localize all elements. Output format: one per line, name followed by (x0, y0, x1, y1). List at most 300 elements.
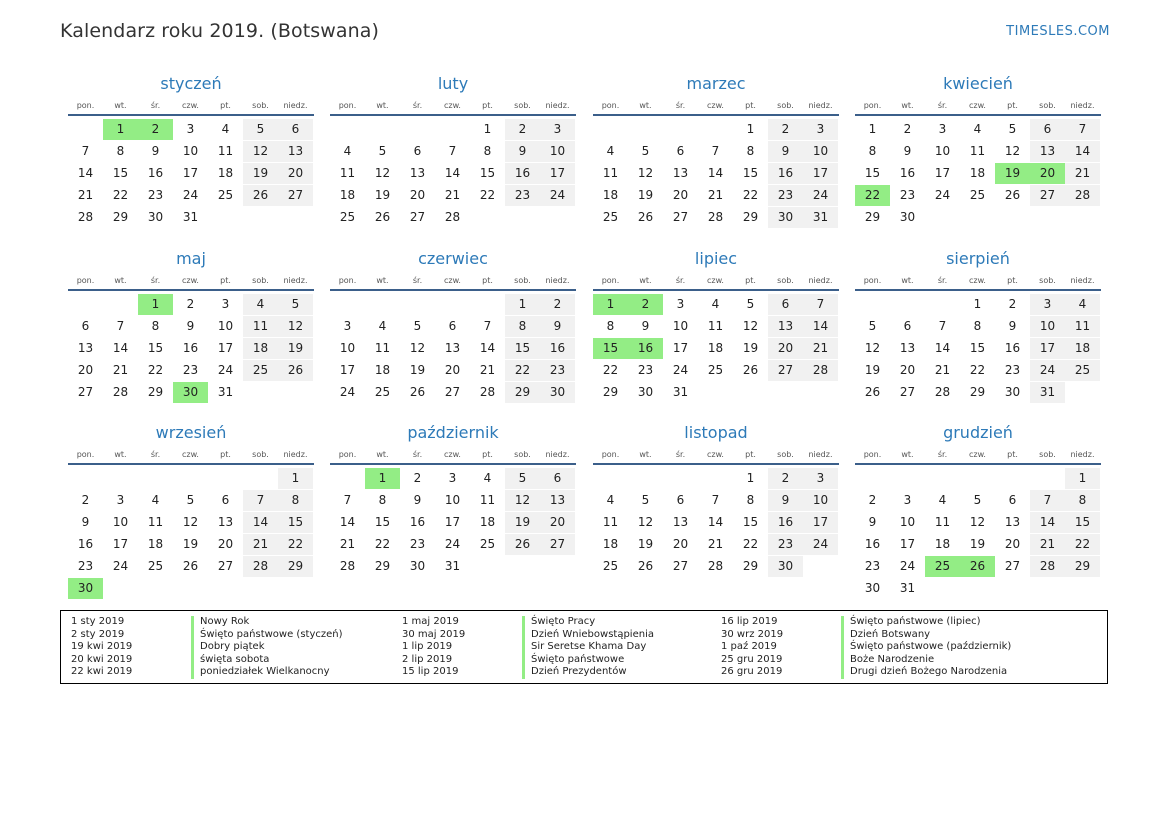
day-cell: 6 (768, 294, 803, 315)
weekday-label: sob. (514, 450, 531, 459)
empty-cell (628, 119, 663, 140)
day-cell: 22 (479, 188, 496, 202)
weekday-label: czw. (182, 101, 199, 110)
day-cell: 3 (116, 493, 125, 507)
day-grid (68, 468, 314, 600)
day-cell: 17 (934, 166, 951, 180)
holiday-name: Święto państwowe (październik) (841, 641, 1011, 654)
day-cell: 24 (803, 185, 838, 206)
day-cell: 3 (938, 122, 947, 136)
day-cell: 20 (217, 537, 234, 551)
day-cell: 18 (1065, 338, 1100, 359)
month-name: listopad (684, 423, 748, 442)
day-cell: 6 (903, 319, 912, 333)
weekday-label: śr. (675, 450, 686, 459)
legend-row (721, 616, 1011, 629)
weekday-label: pon. (601, 276, 620, 285)
day-cell: 23 (1004, 363, 1021, 377)
day-cell: 28 (707, 210, 724, 224)
day-cell: 9 (903, 144, 912, 158)
day-cell: 13 (1030, 141, 1065, 162)
day-cell: 30 (864, 581, 881, 595)
day-cell: 14 (243, 512, 278, 533)
day-cell: 5 (278, 294, 313, 315)
day-cell: 19 (637, 188, 654, 202)
holiday-day-cell: 2 (628, 294, 663, 315)
weekday-label: niedz. (283, 101, 308, 110)
day-cell: 1 (505, 294, 540, 315)
holiday-date: 22 kwi 2019 (71, 666, 133, 678)
empty-cell (173, 468, 208, 489)
weekday-label: niedz. (283, 276, 308, 285)
day-cell: 22 (742, 188, 759, 202)
day-grid (855, 468, 1101, 600)
weekday-label: pon. (601, 101, 620, 110)
empty-cell (365, 119, 400, 140)
weekday-label: czw. (444, 276, 461, 285)
day-cell: 22 (147, 363, 164, 377)
day-cell: 24 (803, 534, 838, 555)
day-cell: 24 (899, 559, 916, 573)
day-cell: 30 (540, 382, 575, 403)
holiday-date: 19 kwi 2019 (71, 641, 133, 653)
day-cell: 30 (409, 559, 426, 573)
holiday-day-cell: 25 (925, 556, 960, 577)
weekday-label: wt. (376, 450, 389, 459)
weekday-header (330, 98, 576, 116)
day-cell: 3 (1030, 294, 1065, 315)
day-cell: 4 (606, 493, 615, 507)
legend-row (71, 641, 343, 654)
day-cell: 17 (112, 537, 129, 551)
day-cell: 5 (973, 493, 982, 507)
day-cell: 20 (899, 363, 916, 377)
day-cell: 18 (374, 363, 391, 377)
day-cell: 7 (116, 319, 125, 333)
day-cell: 5 (746, 297, 755, 311)
day-cell: 11 (602, 166, 619, 180)
day-cell: 14 (707, 515, 724, 529)
day-cell: 3 (186, 122, 195, 136)
day-cell: 13 (899, 341, 916, 355)
day-cell: 17 (339, 363, 356, 377)
weekday-label: śr. (150, 101, 161, 110)
day-cell: 30 (768, 556, 803, 577)
weekday-label: śr. (937, 101, 948, 110)
day-cell: 11 (934, 515, 951, 529)
day-cell: 2 (868, 493, 877, 507)
day-cell: 1 (746, 471, 755, 485)
day-cell: 12 (864, 341, 881, 355)
day-cell: 18 (147, 537, 164, 551)
day-cell: 27 (672, 559, 689, 573)
day-cell: 16 (768, 512, 803, 533)
day-cell: 3 (676, 297, 685, 311)
day-cell: 12 (1004, 144, 1021, 158)
weekday-label: pt. (482, 450, 493, 459)
weekday-label: czw. (444, 450, 461, 459)
day-cell: 11 (147, 515, 164, 529)
holiday-day-cell: 1 (365, 468, 400, 489)
weekday-header (330, 273, 576, 291)
day-cell: 19 (243, 163, 278, 184)
day-cell: 7 (711, 144, 720, 158)
weekday-label: śr. (675, 101, 686, 110)
day-cell: 26 (374, 210, 391, 224)
empty-cell (470, 294, 505, 315)
day-cell: 28 (803, 360, 838, 381)
day-cell: 2 (186, 297, 195, 311)
day-cell: 12 (409, 341, 426, 355)
day-cell: 17 (1030, 338, 1065, 359)
day-cell: 9 (505, 141, 540, 162)
weekday-label: czw. (969, 276, 986, 285)
weekday-label: pt. (745, 101, 756, 110)
day-cell: 14 (1030, 512, 1065, 533)
day-cell: 28 (934, 385, 951, 399)
month-block (593, 248, 839, 404)
weekday-label: pt. (745, 276, 756, 285)
day-cell: 23 (409, 537, 426, 551)
day-cell: 9 (641, 319, 650, 333)
legend-row (721, 629, 1011, 642)
day-cell: 28 (77, 210, 94, 224)
day-grid (330, 468, 576, 578)
day-cell: 22 (505, 360, 540, 381)
day-cell: 13 (540, 490, 575, 511)
day-cell: 23 (768, 534, 803, 555)
month-name: styczeń (160, 74, 222, 93)
day-cell: 15 (505, 338, 540, 359)
day-cell: 20 (278, 163, 313, 184)
day-cell: 6 (1008, 493, 1017, 507)
day-cell: 28 (243, 556, 278, 577)
day-cell: 21 (444, 188, 461, 202)
day-cell: 5 (641, 144, 650, 158)
empty-cell (365, 294, 400, 315)
holiday-day-cell: 2 (138, 119, 173, 140)
day-cell: 15 (969, 341, 986, 355)
brand-link[interactable]: TIMESLES.COM (1006, 24, 1110, 39)
weekday-label: śr. (150, 276, 161, 285)
day-cell: 24 (339, 385, 356, 399)
day-cell: 16 (899, 166, 916, 180)
weekday-label: wt. (639, 450, 652, 459)
day-cell: 31 (899, 581, 916, 595)
day-cell: 11 (1065, 316, 1100, 337)
day-cell: 7 (483, 319, 492, 333)
weekday-header (855, 447, 1101, 465)
day-cell: 23 (77, 559, 94, 573)
holiday-day-cell: 16 (628, 338, 663, 359)
day-cell: 31 (182, 210, 199, 224)
day-cell: 20 (409, 188, 426, 202)
weekday-header (330, 447, 576, 465)
day-cell: 24 (540, 185, 575, 206)
day-cell: 13 (409, 166, 426, 180)
day-cell: 8 (378, 493, 387, 507)
day-cell: 8 (151, 319, 160, 333)
day-cell: 10 (217, 319, 234, 333)
day-cell: 2 (505, 119, 540, 140)
month-block (68, 248, 314, 404)
legend-column-2 (402, 616, 654, 679)
day-cell: 18 (479, 515, 496, 529)
weekday-label: niedz. (545, 101, 570, 110)
day-cell: 25 (602, 559, 619, 573)
empty-cell (855, 294, 890, 315)
day-cell: 20 (768, 338, 803, 359)
weekday-label: pon. (76, 101, 95, 110)
day-cell: 26 (182, 559, 199, 573)
day-cell: 10 (1030, 316, 1065, 337)
legend-row (721, 654, 1011, 667)
day-cell: 7 (938, 319, 947, 333)
month-name: grudzień (943, 423, 1013, 442)
day-cell: 25 (243, 360, 278, 381)
empty-cell (243, 468, 278, 489)
day-cell: 24 (1030, 360, 1065, 381)
day-cell: 6 (81, 319, 90, 333)
day-cell: 29 (969, 385, 986, 399)
empty-cell (330, 119, 365, 140)
day-cell: 2 (413, 471, 422, 485)
day-cell: 16 (147, 166, 164, 180)
weekday-label: czw. (182, 450, 199, 459)
day-cell: 22 (1065, 534, 1100, 555)
weekday-label: pt. (1007, 101, 1018, 110)
legend-row (402, 666, 654, 679)
holiday-date: 1 lip 2019 (402, 641, 453, 653)
weekday-label: pon. (338, 101, 357, 110)
day-cell: 2 (1008, 297, 1017, 311)
weekday-label: śr. (412, 450, 423, 459)
day-cell: 14 (707, 166, 724, 180)
day-cell: 6 (221, 493, 230, 507)
day-cell: 8 (116, 144, 125, 158)
day-cell: 9 (81, 515, 90, 529)
day-cell: 7 (81, 144, 90, 158)
weekday-label: niedz. (1070, 276, 1095, 285)
day-cell: 19 (374, 188, 391, 202)
day-cell: 29 (112, 210, 129, 224)
day-cell: 14 (1065, 141, 1100, 162)
day-grid (593, 119, 839, 229)
month-name: luty (437, 74, 469, 93)
day-cell: 5 (505, 468, 540, 489)
day-cell: 8 (868, 144, 877, 158)
day-cell: 6 (676, 144, 685, 158)
day-cell: 3 (803, 119, 838, 140)
day-cell: 22 (374, 537, 391, 551)
day-cell: 31 (444, 559, 461, 573)
day-cell: 11 (479, 493, 496, 507)
day-cell: 10 (803, 141, 838, 162)
day-cell: 9 (768, 141, 803, 162)
day-cell: 23 (768, 185, 803, 206)
day-cell: 16 (540, 338, 575, 359)
holiday-name: poniedziałek Wielkanocny (191, 666, 330, 679)
empty-cell (960, 468, 995, 489)
day-cell: 10 (672, 319, 689, 333)
weekday-header (68, 98, 314, 116)
holiday-name: Dzień Botswany (841, 629, 930, 642)
day-cell: 9 (186, 319, 195, 333)
empty-cell (400, 294, 435, 315)
day-cell: 12 (969, 515, 986, 529)
day-cell: 20 (1004, 537, 1021, 551)
day-cell: 14 (339, 515, 356, 529)
holiday-day-cell: 1 (593, 294, 628, 315)
holiday-name: Święto państwowe (522, 654, 624, 667)
weekday-label: pon. (863, 276, 882, 285)
day-cell: 11 (602, 515, 619, 529)
weekday-label: niedz. (808, 450, 833, 459)
day-cell: 6 (1030, 119, 1065, 140)
weekday-label: sob. (777, 276, 794, 285)
empty-cell (208, 468, 243, 489)
holiday-day-cell: 30 (68, 578, 103, 599)
holiday-date: 30 wrz 2019 (721, 628, 784, 640)
day-cell: 25 (1065, 360, 1100, 381)
day-cell: 29 (374, 559, 391, 573)
holiday-name: Święto państwowe (lipiec) (841, 616, 981, 629)
day-cell: 13 (672, 515, 689, 529)
day-cell: 8 (746, 144, 755, 158)
holiday-name: Sir Seretse Khama Day (522, 641, 646, 654)
day-cell: 22 (112, 188, 129, 202)
weekday-label: wt. (639, 101, 652, 110)
day-cell: 7 (1065, 119, 1100, 140)
day-cell: 10 (803, 490, 838, 511)
day-cell: 17 (444, 515, 461, 529)
holiday-name: Drugi dzień Bożego Narodzenia (841, 666, 1007, 679)
day-cell: 2 (540, 294, 575, 315)
day-cell: 28 (1030, 556, 1065, 577)
day-cell: 13 (1004, 515, 1021, 529)
empty-cell (400, 119, 435, 140)
day-cell: 8 (606, 319, 615, 333)
empty-cell (890, 294, 925, 315)
day-cell: 20 (540, 512, 575, 533)
holiday-date: 26 gru 2019 (721, 666, 783, 678)
day-cell: 20 (672, 188, 689, 202)
day-cell: 21 (934, 363, 951, 377)
day-cell: 12 (742, 319, 759, 333)
weekday-header (855, 273, 1101, 291)
legend-row (721, 641, 1011, 654)
day-cell: 28 (479, 385, 496, 399)
day-cell: 26 (505, 534, 540, 555)
day-cell: 6 (278, 119, 313, 140)
day-cell: 27 (77, 385, 94, 399)
day-cell: 10 (182, 144, 199, 158)
day-cell: 29 (864, 210, 881, 224)
day-cell: 7 (1030, 490, 1065, 511)
legend-row (71, 616, 343, 629)
weekday-label: śr. (412, 101, 423, 110)
empty-cell (68, 294, 103, 315)
day-cell: 23 (505, 185, 540, 206)
day-grid (855, 119, 1101, 229)
day-cell: 16 (768, 163, 803, 184)
month-block (68, 422, 314, 600)
day-cell: 6 (448, 319, 457, 333)
weekday-label: pon. (76, 450, 95, 459)
weekday-label: niedz. (1070, 450, 1095, 459)
weekday-label: niedz. (283, 450, 308, 459)
weekday-label: czw. (969, 450, 986, 459)
day-grid (593, 468, 839, 578)
day-cell: 31 (1030, 382, 1065, 403)
month-name: maj (176, 249, 206, 268)
weekday-label: pt. (1007, 276, 1018, 285)
day-cell: 10 (934, 144, 951, 158)
day-cell: 3 (903, 493, 912, 507)
day-cell: 19 (278, 338, 313, 359)
day-cell: 30 (768, 207, 803, 228)
day-cell: 25 (707, 363, 724, 377)
day-cell: 4 (938, 493, 947, 507)
day-cell: 17 (803, 512, 838, 533)
empty-cell (103, 468, 138, 489)
day-cell: 29 (602, 385, 619, 399)
day-cell: 27 (768, 360, 803, 381)
empty-cell (103, 294, 138, 315)
day-cell: 19 (637, 537, 654, 551)
weekday-label: sob. (777, 101, 794, 110)
empty-cell (698, 119, 733, 140)
day-cell: 27 (672, 210, 689, 224)
weekday-label: czw. (707, 101, 724, 110)
day-cell: 28 (339, 559, 356, 573)
day-cell: 8 (746, 493, 755, 507)
day-cell: 15 (1065, 512, 1100, 533)
weekday-label: wt. (901, 101, 914, 110)
day-cell: 22 (742, 537, 759, 551)
day-cell: 25 (602, 210, 619, 224)
day-cell: 18 (217, 166, 234, 180)
day-cell: 24 (934, 188, 951, 202)
weekday-label: śr. (937, 276, 948, 285)
day-cell: 15 (864, 166, 881, 180)
weekday-label: pon. (863, 101, 882, 110)
day-cell: 6 (676, 493, 685, 507)
day-cell: 8 (505, 316, 540, 337)
holiday-name: Święto państwowe (styczeń) (191, 629, 343, 642)
day-cell: 17 (182, 166, 199, 180)
day-cell: 23 (147, 188, 164, 202)
day-cell: 4 (973, 122, 982, 136)
weekday-label: wt. (901, 450, 914, 459)
legend-column-1 (71, 616, 343, 679)
day-cell: 29 (1065, 556, 1100, 577)
day-cell: 3 (448, 471, 457, 485)
day-cell: 8 (483, 144, 492, 158)
day-cell: 25 (969, 188, 986, 202)
day-cell: 29 (742, 210, 759, 224)
legend-column-3 (721, 616, 1011, 679)
day-cell: 1 (868, 122, 877, 136)
weekday-label: śr. (412, 276, 423, 285)
weekday-label: wt. (639, 276, 652, 285)
empty-cell (68, 468, 103, 489)
day-cell: 30 (1004, 385, 1021, 399)
day-grid (68, 119, 314, 229)
weekday-header (593, 273, 839, 291)
day-grid (593, 294, 839, 404)
weekday-label: niedz. (545, 276, 570, 285)
